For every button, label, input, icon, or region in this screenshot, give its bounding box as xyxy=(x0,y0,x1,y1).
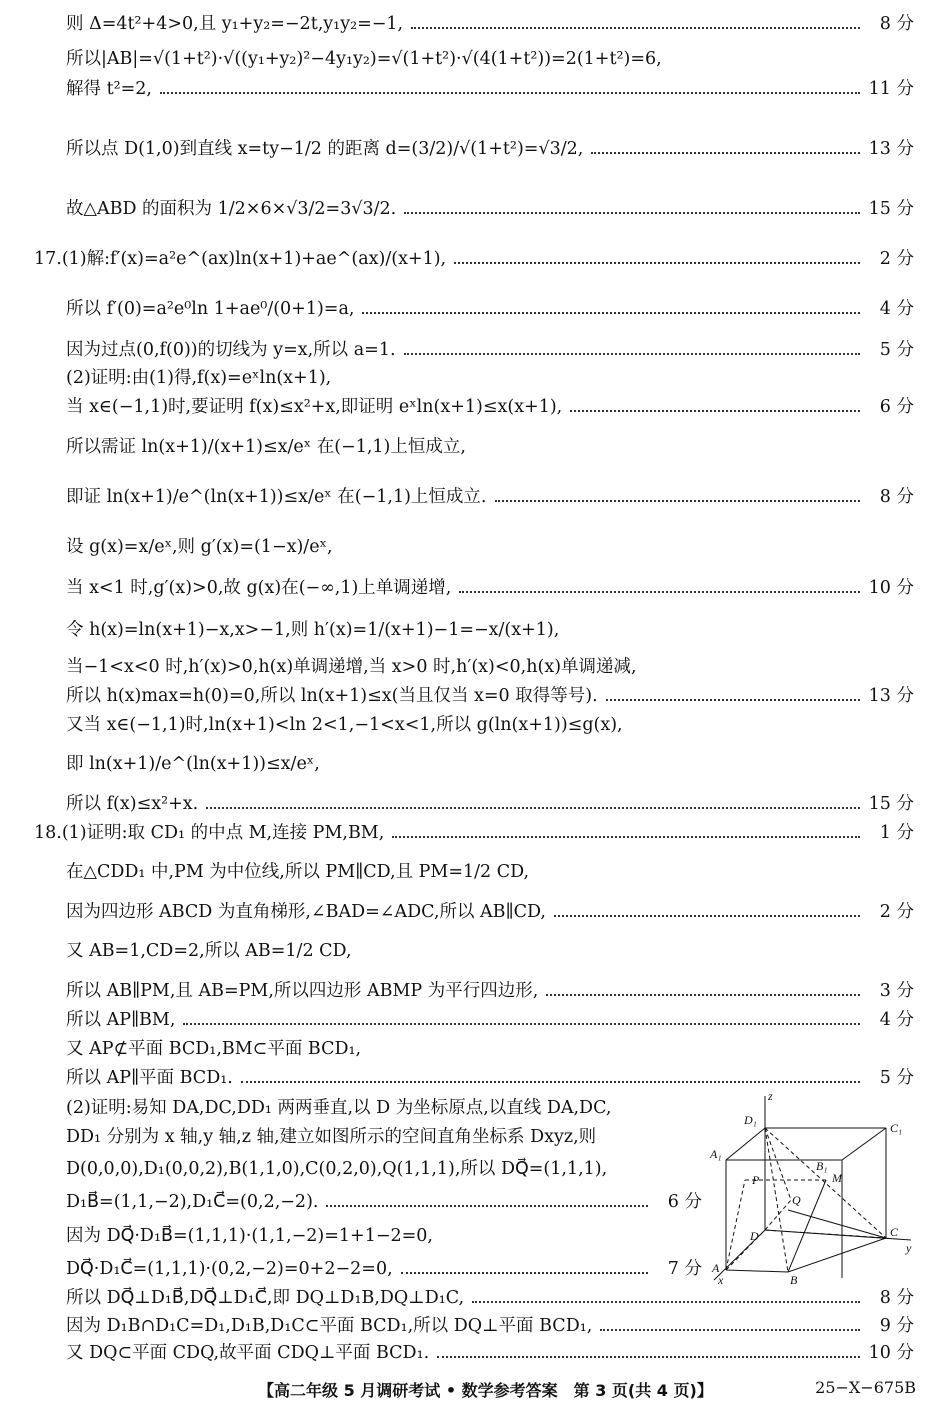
solution-line: 又当 x∈(−1,1)时,ln(x+1)<ln 2<1,−1<x<1,所以 g(ln(x+1))≤g(x), xyxy=(66,715,623,735)
solution-line: 因为 D₁B∩D₁C=D₁,D₁B,D₁C⊂平面 BCD₁,所以 DQ⊥平面 BCD₁, 9 分 xyxy=(66,1316,914,1336)
vertex-label-b1: B₁ xyxy=(816,1159,828,1173)
score: 13 分 xyxy=(868,139,914,159)
score: 5 分 xyxy=(879,340,914,360)
solution-line: 即 ln(x+1)/e^(ln(x+1))≤x/eˣ, xyxy=(66,754,320,774)
axis-label-y: y xyxy=(906,1241,912,1255)
score: 4 分 xyxy=(879,1010,914,1030)
footer-title: 【高二年级 5 月调研考试 • 数学参考答案 第 3 页(共 4 页)】 xyxy=(258,1381,713,1400)
score: 7 分 xyxy=(667,1259,702,1279)
solution-line: 在△CDD₁ 中,PM 为中位线,所以 PM∥CD,且 PM=1/2 CD, xyxy=(66,862,530,882)
page-footer xyxy=(0,1378,950,1402)
solution-line: 所以 AP∥BM, 4 分 xyxy=(66,1010,914,1030)
vertex-label-d: D xyxy=(750,1229,759,1243)
score: 6 分 xyxy=(879,397,914,417)
solution-line: 所以 AP∥平面 BCD₁. 5 分 xyxy=(66,1068,914,1088)
solution-line: 因为四边形 ABCD 为直角梯形,∠BAD=∠ADC,所以 AB∥CD, 2 分 xyxy=(66,902,914,922)
solution-line: 故△ABD 的面积为 1/2×6×√3/2=3√3/2. 15 分 xyxy=(66,199,914,219)
footer-code: 25−X−675B xyxy=(815,1378,916,1397)
vertex-label-a: A xyxy=(712,1261,720,1275)
vertex-label-b: B xyxy=(790,1273,798,1286)
score: 1 分 xyxy=(879,823,914,843)
score: 11 分 xyxy=(868,79,914,99)
cube-figure xyxy=(706,1090,918,1286)
solution-line: 所以需证 ln(x+1)/(x+1)≤x/eˣ 在(−1,1)上恒成立, xyxy=(66,437,466,457)
solution-line: 所以|AB|=√(1+t²)·√((y₁+y₂)²−4y₁y₂)=√(1+t²)·√(4(1+t²))=2(1+t²)=6, xyxy=(66,49,662,69)
score: 10 分 xyxy=(868,1343,914,1363)
solution-line: 又 AB=1,CD=2,所以 AB=1/2 CD, xyxy=(66,941,352,961)
solution-line: 当−1<x<0 时,h′(x)>0,h(x)单调递增,当 x>0 时,h′(x)<0,h(x)单调递减, xyxy=(66,657,637,677)
solution-line: 则 Δ=4t²+4>0,且 y₁+y₂=−2t,y₁y₂=−1, 8 分 xyxy=(66,14,914,34)
solution-line: 解得 t²=2, 11 分 xyxy=(66,79,914,99)
score: 10 分 xyxy=(868,578,914,598)
score: 8 分 xyxy=(879,14,914,34)
score: 4 分 xyxy=(879,299,914,319)
vertex-label-a1: A₁ xyxy=(710,1147,722,1161)
score: 8 分 xyxy=(879,1288,914,1308)
score: 5 分 xyxy=(879,1068,914,1088)
solution-line: (2)证明:由(1)得,f(x)=eˣln(x+1), xyxy=(66,368,332,388)
solution-line: D₁B⃗=(1,1,−2),D₁C⃗=(0,2,−2). 6 分 xyxy=(66,1192,702,1212)
solution-line: 令 h(x)=ln(x+1)−x,x>−1,则 h′(x)=1/(x+1)−1=−x/(x+1), xyxy=(66,620,560,640)
score: 2 分 xyxy=(879,249,914,269)
vertex-label-c: C xyxy=(890,1225,899,1239)
solution-line: 所以 DQ⃗⊥D₁B⃗,DQ⃗⊥D₁C⃗,即 DQ⊥D₁B,DQ⊥D₁C, 8 分 xyxy=(66,1288,914,1308)
vertex-label-d1: D₁ xyxy=(744,1113,757,1127)
score: 15 分 xyxy=(868,794,914,814)
solution-line: 所以 f′(0)=a²e⁰ln 1+ae⁰/(0+1)=a, 4 分 xyxy=(66,299,914,319)
solution-line: 因为 DQ⃗·D₁B⃗=(1,1,1)·(1,1,−2)=1+1−2=0, xyxy=(66,1226,433,1246)
vertex-label-c1: C₁ xyxy=(890,1121,903,1135)
solution-line: 即证 ln(x+1)/e^(ln(x+1))≤x/eˣ 在(−1,1)上恒成立. 8 分 xyxy=(66,487,914,507)
solution-line: DD₁ 分别为 x 轴,y 轴,z 轴,建立如图所示的空间直角坐标系 Dxyz,则 xyxy=(66,1127,597,1147)
score: 6 分 xyxy=(667,1192,702,1212)
score: 15 分 xyxy=(868,199,914,219)
score: 2 分 xyxy=(879,902,914,922)
question-17-line: 17.(1)解:f′(x)=a²e^(ax)ln(x+1)+ae^(ax)/(x+1), 2 分 xyxy=(34,249,914,269)
point-label-q: Q xyxy=(792,1193,801,1207)
solution-line: 所以 AB∥PM,且 AB=PM,所以四边形 ABMP 为平行四边形, 3 分 xyxy=(66,981,914,1001)
solution-line: 当 x∈(−1,1)时,要证明 f(x)≤x²+x,即证明 eˣln(x+1)≤x(x+1), 6 分 xyxy=(66,397,914,417)
point-label-m: M xyxy=(832,1171,842,1185)
solution-line: 又 DQ⊂平面 CDQ,故平面 CDQ⊥平面 BCD₁. 10 分 xyxy=(66,1343,914,1363)
score: 9 分 xyxy=(879,1316,914,1336)
solution-line: 因为过点(0,f(0))的切线为 y=x,所以 a=1. 5 分 xyxy=(66,340,914,360)
solution-line: 所以 h(x)max=h(0)=0,所以 ln(x+1)≤x(当且仅当 x=0 取得等号). 13 分 xyxy=(66,686,914,706)
solution-line: 所以 f(x)≤x²+x. 15 分 xyxy=(66,794,914,814)
solution-line: DQ⃗·D₁C⃗=(1,1,1)·(0,2,−2)=0+2−2=0, 7 分 xyxy=(66,1259,702,1279)
axis-label-x: x xyxy=(718,1273,724,1286)
score: 13 分 xyxy=(868,686,914,706)
solution-line: 又 AP⊄平面 BCD₁,BM⊂平面 BCD₁, xyxy=(66,1039,362,1059)
score: 8 分 xyxy=(879,487,914,507)
axis-label-z: z xyxy=(768,1090,773,1103)
solution-line: 所以点 D(1,0)到直线 x=ty−1/2 的距离 d=(3/2)/√(1+t²)=√3/2, 13 分 xyxy=(66,139,914,159)
solution-line: (2)证明:易知 DA,DC,DD₁ 两两垂直,以 D 为坐标原点,以直线 DA,DC, xyxy=(66,1098,612,1118)
point-label-p: P xyxy=(752,1173,760,1187)
solution-line: D(0,0,0),D₁(0,0,2),B(1,1,0),C(0,2,0),Q(1,1,1),所以 DQ⃗=(1,1,1), xyxy=(66,1159,608,1179)
solution-line: 设 g(x)=x/eˣ,则 g′(x)=(1−x)/eˣ, xyxy=(66,537,333,557)
score: 3 分 xyxy=(879,981,914,1001)
question-18-line: 18.(1)证明:取 CD₁ 的中点 M,连接 PM,BM, 1 分 xyxy=(34,823,914,843)
solution-line: 当 x<1 时,g′(x)>0,故 g(x)在(−∞,1)上单调递增, 10 分 xyxy=(66,578,914,598)
